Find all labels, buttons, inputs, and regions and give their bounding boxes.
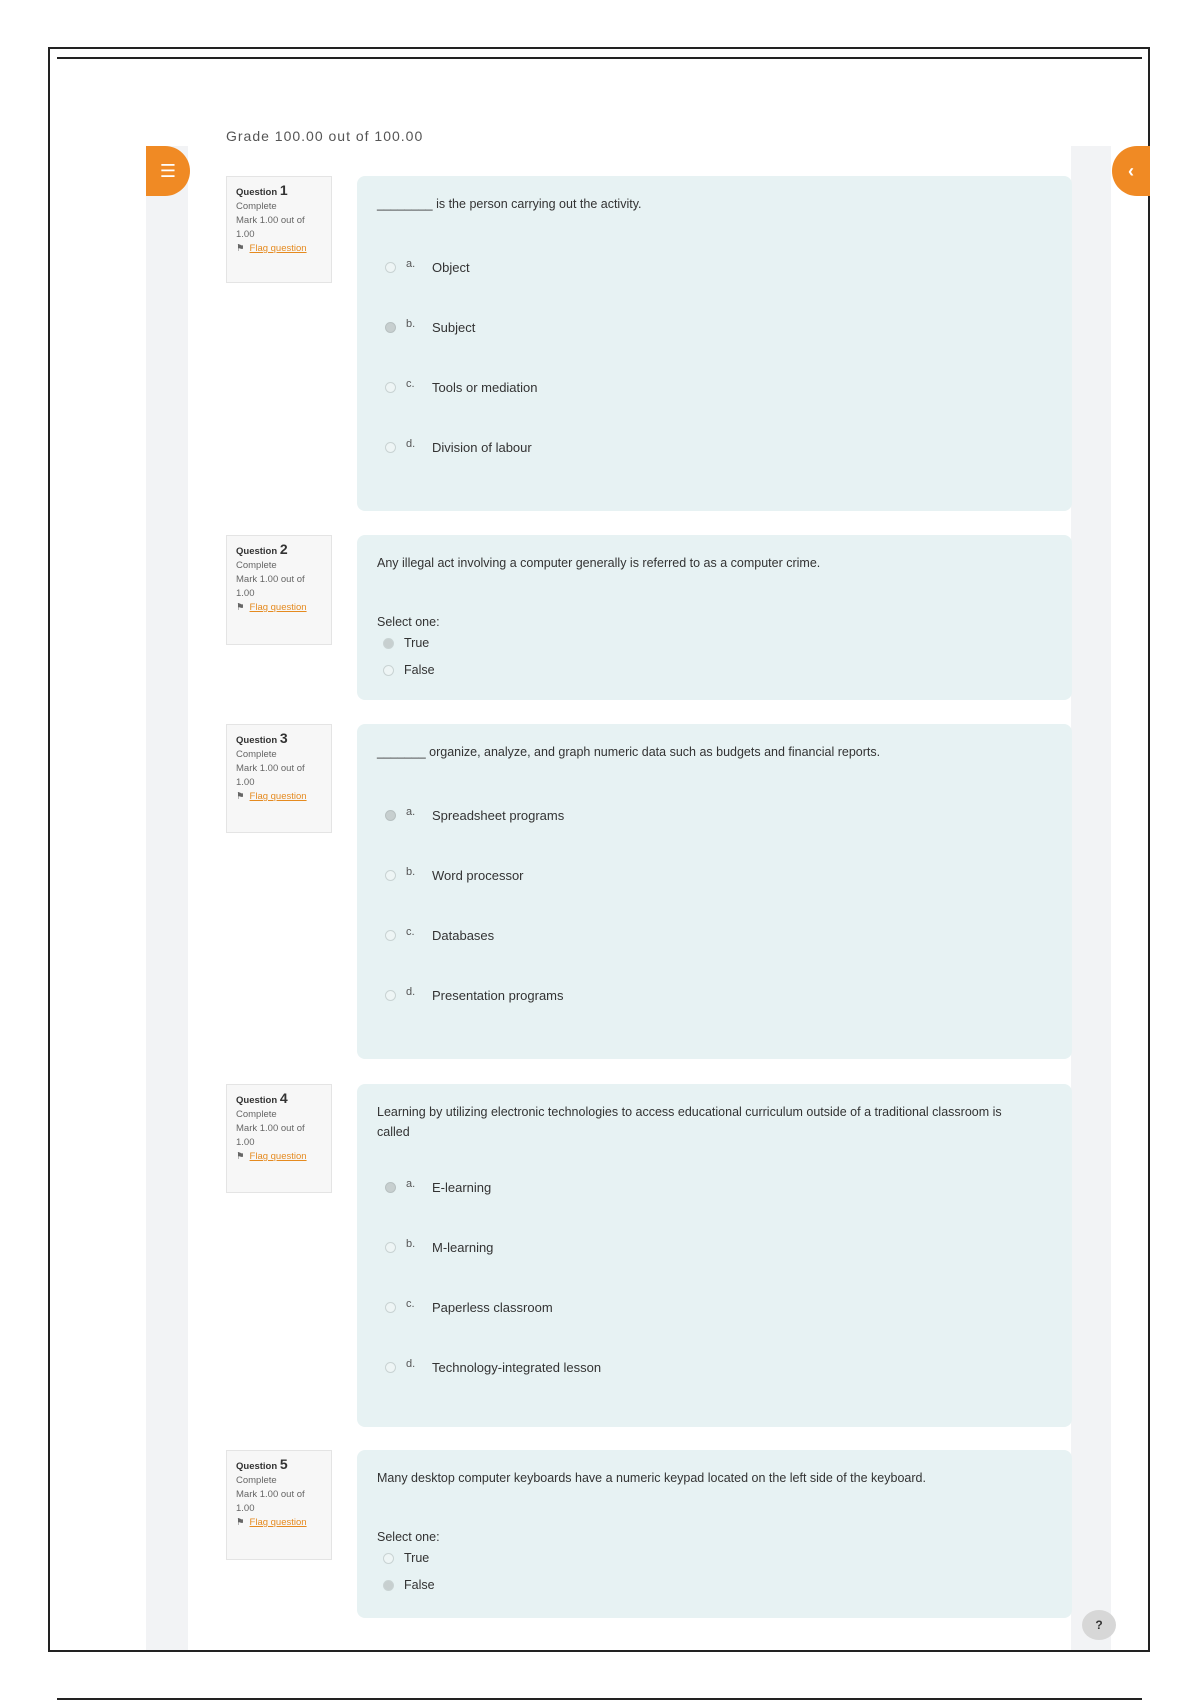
right-gutter [1071,146,1111,1650]
question-info-3: Question 3 Complete Mark 1.00 out of 1.00 ⚑ Flag question [226,724,332,833]
question-mark: Mark 1.00 out of 1.00 [236,215,305,240]
flag-icon: ⚑ [236,791,245,802]
grade-summary: Grade 100.00 out of 100.00 [226,128,424,144]
option-b[interactable]: b. Subject [385,320,475,335]
question-card-4 [357,1084,1072,1427]
frame-top-rule [57,57,1142,59]
radio-button [385,1302,396,1313]
radio-button [385,1242,396,1253]
flag-question-link[interactable]: ⚑ Flag question [236,1151,307,1162]
option-true[interactable]: True [383,1551,429,1565]
help-button[interactable]: ? [1082,1610,1116,1640]
left-gutter [146,146,188,1650]
question-card-5 [357,1450,1072,1618]
option-false[interactable]: False [383,1578,435,1592]
option-c[interactable]: c. Paperless classroom [385,1300,553,1315]
radio-button [383,665,394,676]
select-one-label: Select one: [377,1530,440,1544]
radio-button-selected [383,638,394,649]
radio-button [383,1553,394,1564]
radio-button [385,442,396,453]
question-info-4: Question 4 Complete Mark 1.00 out of 1.00 ⚑ Flag question [226,1084,332,1193]
option-true[interactable]: True [383,636,429,650]
radio-button [385,930,396,941]
radio-button-selected [385,810,396,821]
radio-button [385,990,396,1001]
option-d[interactable]: d. Technology-integrated lesson [385,1360,601,1375]
question-text: Learning by utilizing electronic technologies to access educational curriculum outside of a traditional classroom is called [377,1105,1002,1139]
flag-question-link[interactable]: ⚑ Flag question [236,602,307,613]
question-status: Complete [236,1475,277,1486]
question-mark: Mark 1.00 out of 1.00 [236,1123,305,1148]
question-status: Complete [236,560,277,571]
radio-button [385,1362,396,1373]
flag-icon: ⚑ [236,1151,245,1162]
question-info-1: Question 1 Complete Mark 1.00 out of 1.00 ⚑ Flag question [226,176,332,283]
radio-button-selected [385,1182,396,1193]
question-text: Any illegal act involving a computer generally is referred to as a computer crime. [377,556,821,570]
radio-button [385,870,396,881]
option-d[interactable]: d. Division of labour [385,440,532,455]
radio-button-selected [385,322,396,333]
option-a[interactable]: a. Spreadsheet programs [385,808,564,823]
question-info-2: Question 2 Complete Mark 1.00 out of 1.00 ⚑ Flag question [226,535,332,645]
question-status: Complete [236,201,277,212]
question-card-3 [357,724,1072,1059]
question-mark: Mark 1.00 out of 1.00 [236,574,305,599]
question-text: _______ organize, analyze, and graph numeric data such as budgets and financial reports. [377,745,881,759]
question-info-5: Question 5 Complete Mark 1.00 out of 1.00 ⚑ Flag question [226,1450,332,1560]
select-one-label: Select one: [377,615,440,629]
radio-button [385,262,396,273]
radio-button [385,382,396,393]
question-card-2 [357,535,1072,700]
question-status: Complete [236,1109,277,1120]
option-c[interactable]: c. Tools or mediation [385,380,538,395]
list-icon: ☰ [159,160,177,181]
flag-question-link[interactable]: ⚑ Flag question [236,1517,307,1528]
question-status: Complete [236,749,277,760]
option-c[interactable]: c. Databases [385,928,494,943]
option-false[interactable]: False [383,663,435,677]
question-card-1 [357,176,1072,511]
option-a[interactable]: a. E-learning [385,1180,491,1195]
option-d[interactable]: d. Presentation programs [385,988,564,1003]
option-b[interactable]: b. M-learning [385,1240,493,1255]
flag-question-link[interactable]: ⚑ Flag question [236,243,307,254]
flag-question-link[interactable]: ⚑ Flag question [236,791,307,802]
question-mark: Mark 1.00 out of 1.00 [236,1489,305,1514]
flag-icon: ⚑ [236,602,245,613]
question-text: ________ is the person carrying out the activity. [377,197,642,211]
flag-icon: ⚑ [236,243,245,254]
chevron-left-icon: ‹ [1128,160,1134,181]
option-a[interactable]: a. Object [385,260,470,275]
question-text: Many desktop computer keyboards have a numeric keypad located on the left side of the keyboard. [377,1471,926,1485]
option-b[interactable]: b. Word processor [385,868,524,883]
flag-icon: ⚑ [236,1517,245,1528]
radio-button-selected [383,1580,394,1591]
question-mark: Mark 1.00 out of 1.00 [236,763,305,788]
